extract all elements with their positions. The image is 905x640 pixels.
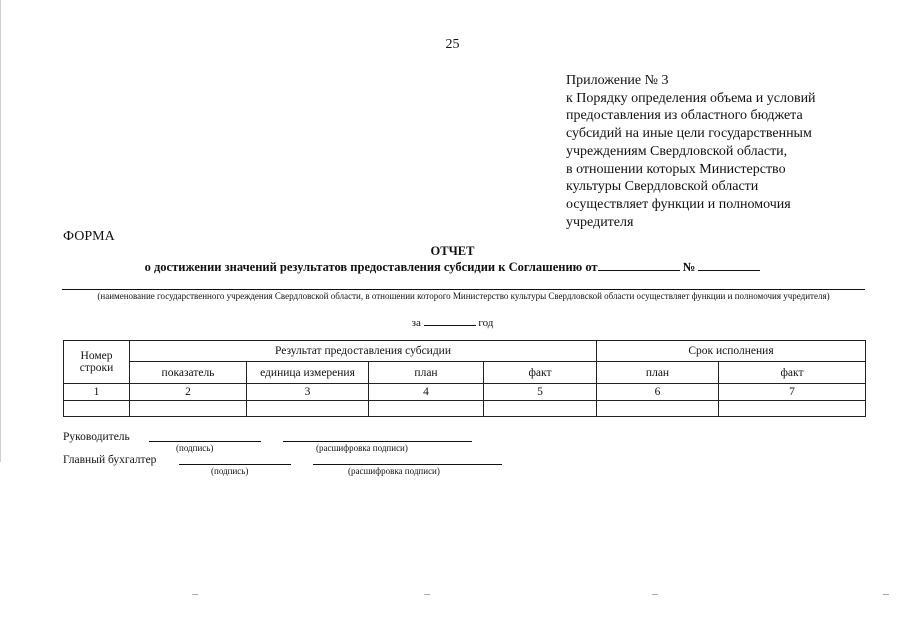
head-signature-line[interactable] xyxy=(149,441,261,442)
accountant-transcript-caption: (расшифровка подписи) xyxy=(348,466,440,476)
header-deadline-plan: план xyxy=(597,362,719,384)
period-prefix: за xyxy=(411,317,421,329)
number-sign: № xyxy=(682,260,696,274)
column-number: 6 xyxy=(597,384,719,401)
appendix-line: культуры Свердловской области xyxy=(566,179,759,195)
report-subtitle xyxy=(0,259,905,275)
head-label: Руководитель xyxy=(63,431,130,443)
head-signature-caption: (подпись) xyxy=(176,443,214,453)
period-suffix: год xyxy=(478,317,494,329)
empty-cell[interactable] xyxy=(130,401,247,417)
appendix-line: к Порядку определения объема и условий xyxy=(566,90,816,106)
accountant-signature-line[interactable] xyxy=(179,464,291,465)
head-transcript-line[interactable] xyxy=(283,441,472,442)
header-fact: факт xyxy=(484,362,597,384)
header-deadline-fact: факт xyxy=(719,362,866,384)
header-result-group: Результат предоставления субсидии xyxy=(130,341,597,362)
report-year-blank[interactable] xyxy=(424,314,476,326)
column-number: 2 xyxy=(130,384,247,401)
agreement-number-blank[interactable] xyxy=(698,259,760,271)
empty-cell[interactable] xyxy=(597,401,719,417)
head-transcript-caption: (расшифровка подписи) xyxy=(316,443,408,453)
form-label: ФОРМА xyxy=(63,229,115,244)
organization-name-line[interactable] xyxy=(62,289,865,290)
report-subtitle-text: о достижении значений результатов предоставления субсидии к Соглашению от xyxy=(144,260,598,274)
accountant-signature-caption: (подпись) xyxy=(211,466,249,476)
header-row-number: Номер строки xyxy=(64,341,130,384)
header-deadline-group: Срок исполнения xyxy=(597,341,866,362)
appendix-line: осуществляет функции и полномочия xyxy=(566,196,791,212)
scan-speck xyxy=(652,594,658,595)
appendix-line: в отношении которых Министерство xyxy=(566,161,786,177)
appendix-line: субсидий на иные цели государственным xyxy=(566,126,812,142)
scan-speck xyxy=(424,594,430,595)
column-number: 3 xyxy=(247,384,369,401)
empty-cell[interactable] xyxy=(247,401,369,417)
accountant-transcript-line[interactable] xyxy=(313,464,502,465)
column-number: 4 xyxy=(369,384,484,401)
accountant-label: Главный бухгалтер xyxy=(63,454,157,466)
header-unit: единица измерения xyxy=(247,362,369,384)
organization-caption: (наименование государственного учреждения Свердловской области, в отношении которого Министерство культуры Свердловской области осуществляет функции и полномочия учредителя) xyxy=(97,291,830,301)
report-period xyxy=(0,314,905,329)
appendix-line: предоставления из областного бюджета xyxy=(566,108,803,124)
appendix-line: учредителя xyxy=(566,214,634,230)
report-title: ОТЧЕТ xyxy=(430,244,475,258)
column-number: 1 xyxy=(64,384,130,401)
column-number: 7 xyxy=(719,384,866,401)
page-number: 25 xyxy=(445,37,460,52)
report-table xyxy=(63,340,866,417)
empty-cell[interactable] xyxy=(484,401,597,417)
empty-cell[interactable] xyxy=(369,401,484,417)
scan-edge-line xyxy=(0,0,1,462)
empty-cell[interactable] xyxy=(64,401,130,417)
appendix-block xyxy=(566,72,856,231)
empty-cell[interactable] xyxy=(719,401,866,417)
appendix-line: учреждениям Свердловской области, xyxy=(566,143,788,159)
header-indicator: показатель xyxy=(130,362,247,384)
agreement-date-blank[interactable] xyxy=(598,259,680,271)
scan-speck xyxy=(883,594,889,595)
appendix-line: Приложение № 3 xyxy=(566,73,669,88)
column-number: 5 xyxy=(484,384,597,401)
scan-speck xyxy=(192,594,198,595)
header-plan: план xyxy=(369,362,484,384)
